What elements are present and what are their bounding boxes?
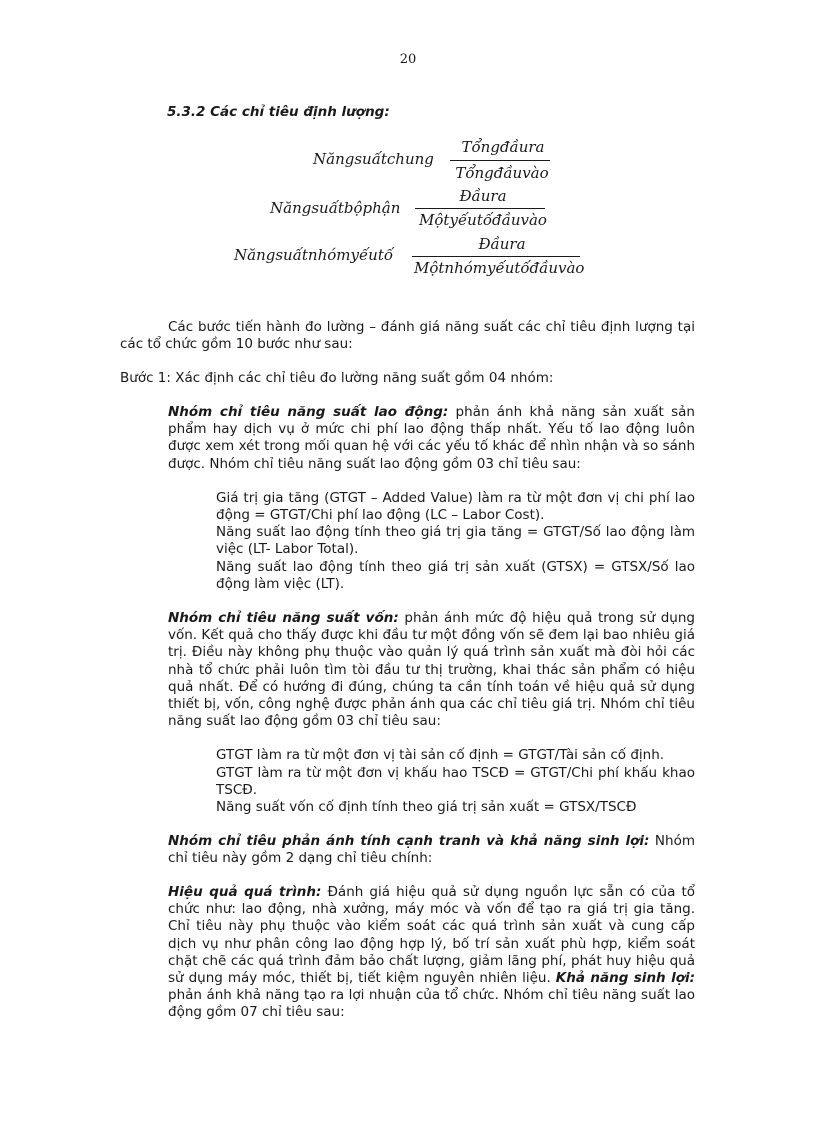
process-efficiency-heading: Hiệu quả quá trình: xyxy=(168,884,322,900)
labor-item: Giá trị gia tăng (GTGT – Added Value) làm ra từ một đơn vị chi phí lao động = GTGT/Chi phí lao động (LC – Labor Cost). xyxy=(216,490,695,524)
capital-group-heading: Nhóm chỉ tiêu năng suất vốn: xyxy=(168,610,399,626)
labor-group-body: phản ánh khả năng sản xuất sản phẩm hay dịch vụ ở mức chi phí lao động thấp nhất. Yếu tố lao động luôn được xem xét trong mối quan hệ với các yếu tố khác để nhìn nhận và so sánh được. Nhóm chỉ tiêu năng suất lao động gồm 03 chỉ tiêu sau: xyxy=(168,404,695,472)
formula-lhs: Năngsuấtbộphận xyxy=(270,199,401,217)
capital-group-body: phản ánh mức độ hiệu quả trong sử dụng vốn. Kết quả cho thấy được khi đầu tư một đồng vốn sẽ đem lại bao nhiêu giá trị. Điều này không phụ thuộc vào quản lý quá trình sản xuất mà đòi hỏi các nhà tổ chức phải luôn tìm tòi đầu tư thị trường, khai thác sản phẩm có hiệu quả nhất. Để có hướng đi đúng, chúng ta cần tính toán về hiệu quả sử dụng thiết bị, vốn, công nghệ được phản ánh qua các chỉ tiêu giá trị. Nhóm chỉ tiêu năng suất lao động gồm 03 chỉ tiêu sau: xyxy=(168,610,695,730)
labor-group-paragraph xyxy=(168,404,695,473)
capital-group-paragraph xyxy=(168,610,695,730)
formula-denominator: Mộtnhómyếutốđầuvào xyxy=(414,259,585,277)
formula-lhs: Năngsuấtnhómyếutố xyxy=(234,246,394,264)
fraction-bar xyxy=(412,256,580,257)
intro-paragraph: Các bước tiến hành đo lường – đánh giá năng suất các chỉ tiêu định lượng tại các tổ chức gồm 10 bước như sau: xyxy=(120,319,695,353)
competition-group-body: Nhóm chỉ tiêu này gồm 2 dạng chỉ tiêu chính: xyxy=(168,833,695,867)
fraction-bar xyxy=(450,160,550,161)
process-efficiency-paragraph xyxy=(168,884,695,1022)
page-number: 20 xyxy=(399,52,417,67)
competition-group-heading: Nhóm chỉ tiêu phản ánh tính cạnh tranh và khả năng sinh lợi: xyxy=(168,833,650,849)
labor-item: Năng suất lao động tính theo giá trị gia tăng = GTGT/Số lao động làm việc (LT- Labor Total). xyxy=(216,524,695,558)
section-title: 5.3.2 Các chỉ tiêu định lượng: xyxy=(167,104,390,120)
fraction-bar xyxy=(415,208,545,209)
formula-numerator: Đầura xyxy=(478,235,526,253)
labor-group-heading: Nhóm chỉ tiêu năng suất lao động: xyxy=(168,404,449,420)
profitability-body: phản ánh khả năng tạo ra lợi nhuận của tổ chức. Nhóm chỉ tiêu năng suất lao động gồm 07 chỉ tiêu sau: xyxy=(168,987,695,1021)
competition-group-paragraph xyxy=(168,833,695,867)
formula-numerator: Tổngđầura xyxy=(461,138,545,156)
process-efficiency-body: Đánh giá hiệu quả sử dụng nguồn lực sẵn có của tổ chức như: lao động, nhà xưởng, máy móc và vốn để tạo ra giá trị gia tăng. Chỉ tiêu này phụ thuộc vào kiểm soát các quá trình sản xuất và cung cấp dịch vụ như phân công lao động hợp lý, bố trí sản xuất phù hợp, kiểm soát chặt chẽ các quá trình đảm bảo chất lượng, giảm lãng phí, phát huy hiệu quả sử dụng máy móc, thiết bị, tiết kiệm nguyên nhiên liệu. xyxy=(168,884,696,987)
formula-denominator: Tổngđầuvào xyxy=(455,164,549,182)
step-1: Bước 1: Xác định các chỉ tiêu đo lường năng suất gồm 04 nhóm: xyxy=(120,370,554,386)
profitability-heading: Khả năng sinh lợi: xyxy=(555,970,695,987)
formula-denominator: Mộtyếutốđầuvào xyxy=(419,211,547,229)
capital-item: GTGT làm ra từ một đơn vị tài sản cố định = GTGT/Tài sản cố định. xyxy=(216,747,665,763)
formula-lhs: Năngsuấtchung xyxy=(313,150,434,168)
capital-item: Năng suất vốn cố định tính theo giá trị sản xuất = GTSX/TSCĐ xyxy=(216,799,637,815)
formula-numerator: Đầura xyxy=(459,187,507,205)
capital-item: GTGT làm ra từ một đơn vị khấu hao TSCĐ = GTGT/Chi phí khấu khao TSCĐ. xyxy=(216,765,695,799)
labor-item: Năng suất lao động tính theo giá trị sản xuất (GTSX) = GTSX/Số lao động làm việc (LT). xyxy=(216,559,695,593)
